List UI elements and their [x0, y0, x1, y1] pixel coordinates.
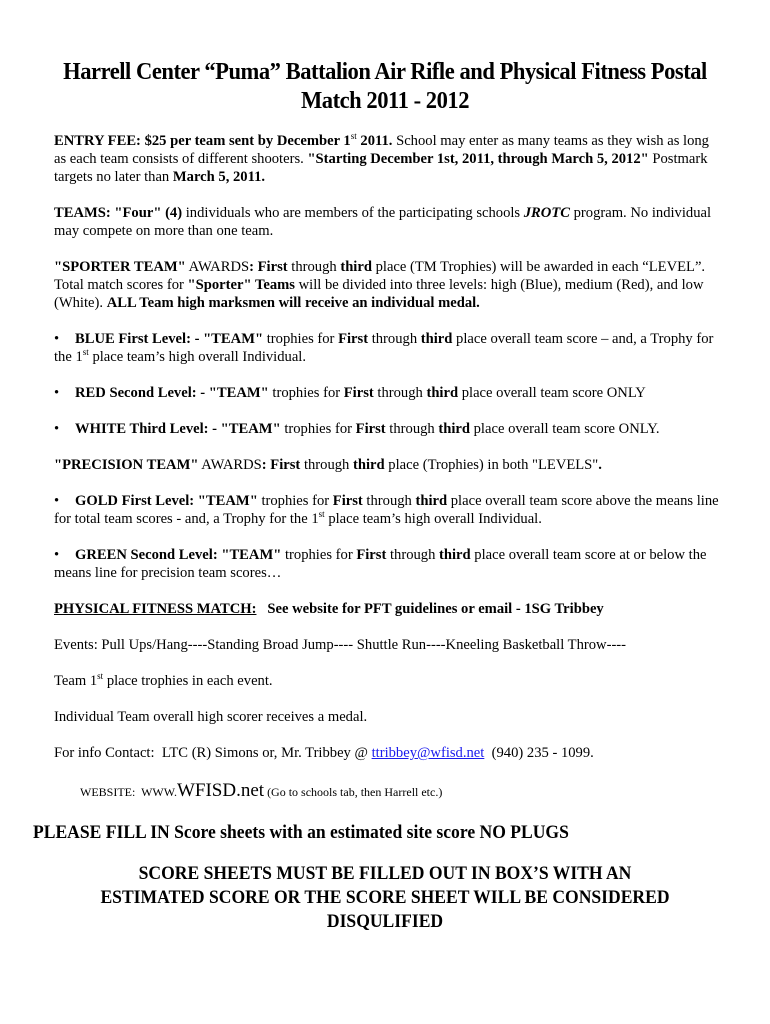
level-text-2: place overall team score above the means line for total team scores - and, a Trophy for the 1	[54, 493, 719, 527]
sporter-levels-text: will be divided into three levels: high (Blue), medium (Red), and low (White).	[54, 276, 704, 311]
precision-label: "PRECISION TEAM"	[54, 457, 199, 473]
level-third: third	[415, 493, 448, 509]
precision-third: third	[353, 457, 385, 473]
level-through: through	[385, 421, 439, 437]
contact-phone: (940) 235 - 1099.	[484, 745, 594, 761]
precision-colon: :	[261, 457, 267, 473]
level-text-3: place team’s high overall Individual.	[324, 510, 542, 527]
level-through: through	[373, 385, 427, 401]
website-note: (Go to schools tab, then Harrell etc.)	[264, 785, 443, 799]
bullet-icon: •	[54, 421, 60, 437]
entry-fee-label: ENTRY FEE: $25 per team sent by December 1	[54, 133, 351, 149]
teams-text-2: program. No individual may compete on more than one team.	[54, 205, 712, 239]
team-trophies-text: Team 1	[54, 673, 98, 689]
entry-fee-year: 2011.	[356, 133, 393, 149]
bullet-icon: •	[54, 493, 60, 509]
document-title	[23, 58, 747, 116]
level-third: third	[439, 547, 471, 563]
teams-paragraph	[54, 205, 724, 241]
level-third: third	[438, 421, 470, 437]
sporter-colon: :	[249, 259, 254, 275]
ordinal-suffix: st	[82, 346, 89, 357]
sporter-level-blue	[54, 331, 724, 367]
level-text: trophies for	[268, 385, 344, 401]
website-label: WEBSITE: WWW.	[80, 785, 177, 799]
level-text-3: place team’s high overall Individual.	[88, 348, 307, 365]
sporter-medal-text: ALL Team high marksmen will receive an individual medal.	[106, 294, 480, 311]
level-third: third	[426, 385, 459, 401]
sporter-teams-bold: "Sporter" Teams	[187, 276, 295, 293]
ordinal-suffix: st	[350, 131, 357, 141]
pft-heading: PHYSICAL FITNESS MATCH:	[54, 601, 257, 617]
level-text-2: place overall team score at or below the means line for precision team scores…	[54, 547, 707, 581]
level-first: First	[355, 421, 386, 437]
pft-subheading: See website for PFT guidelines or email - 1SG Tribbey	[256, 601, 604, 617]
level-label: RED Second Level: - "TEAM"	[75, 385, 269, 401]
level-through: through	[368, 331, 421, 347]
level-through: through	[386, 547, 440, 563]
level-first: First	[332, 493, 363, 509]
sporter-label: "SPORTER TEAM"	[54, 259, 186, 275]
team-trophies-text-2: place trophies in each event.	[103, 673, 273, 689]
sporter-level-white	[54, 421, 724, 439]
title-line-2: Match 2011 - 2012	[300, 88, 470, 114]
sporter-team-paragraph	[54, 259, 724, 312]
title-line-1: Harrell Center “Puma” Battalion Air Rifle and Physical Fitness Postal	[63, 59, 707, 85]
teams-text: individuals who are members of the participating schools	[182, 205, 524, 221]
sporter-awards: AWARDS	[185, 259, 250, 275]
ordinal-suffix: st	[97, 671, 104, 681]
pft-heading-line	[54, 601, 724, 619]
precision-first: First	[266, 457, 301, 473]
website-line	[80, 782, 750, 802]
precision-period: .	[598, 457, 602, 473]
bullet-icon: •	[54, 331, 60, 347]
contact-line	[54, 745, 724, 763]
level-label: BLUE First Level: - "TEAM"	[75, 331, 264, 347]
level-label: WHITE Third Level: - "TEAM"	[75, 421, 281, 437]
jrotc-text: JROTC	[523, 205, 570, 221]
level-first: First	[356, 547, 387, 563]
level-text: trophies for	[281, 547, 357, 563]
entry-fee-text: School may enter as many teams as they wish as long as each team consists of different shooters.	[54, 133, 709, 167]
bullet-icon: •	[54, 547, 60, 563]
entry-fee-paragraph	[54, 133, 724, 186]
precision-text: place (Trophies) in both "LEVELS"	[384, 457, 599, 473]
website-domain: WFISD.net	[176, 780, 265, 801]
email-link[interactable]: ttribbey@wfisd.net	[371, 745, 485, 761]
precision-level-gold	[54, 493, 724, 529]
sporter-third: third	[340, 259, 372, 275]
level-label: GREEN Second Level: "TEAM"	[75, 547, 282, 563]
ordinal-suffix: st	[318, 508, 325, 519]
warning-line-2: ESTIMATED SCORE OR THE SCORE SHEET WILL BE CONSIDERED	[100, 888, 670, 908]
bullet-icon: •	[54, 385, 60, 401]
level-first: First	[343, 385, 374, 401]
sporter-through: through	[287, 259, 341, 275]
events-line: Events: Pull Ups/Hang----Standing Broad Jump---- Shuttle Run----Kneeling Basketball Throw----	[54, 637, 627, 653]
entry-fee-deadline: March 5, 2011.	[172, 168, 266, 185]
contact-text: For info Contact: LTC (R) Simons or, Mr. Tribbey @	[54, 745, 372, 761]
precision-awards: AWARDS	[198, 457, 262, 473]
precision-through: through	[300, 457, 353, 473]
sporter-first: First	[253, 259, 288, 275]
level-text-2: place overall team score ONLY.	[469, 421, 660, 437]
precision-team-paragraph	[54, 457, 724, 475]
teams-label: TEAMS: "Four" (4)	[54, 205, 183, 221]
precision-level-green	[54, 547, 724, 583]
level-text-2: place overall team score – and, a Trophy for the 1	[54, 331, 714, 365]
sporter-text: place (TM Trophies) will be awarded in each “LEVEL”. Total match scores for	[54, 259, 706, 293]
level-label: GOLD First Level: "TEAM"	[75, 493, 258, 509]
level-text: trophies for	[257, 493, 333, 509]
entry-fee-dates: "Starting December 1st, 2011, through March 5, 2012"	[307, 150, 649, 167]
level-first: First	[338, 331, 369, 347]
level-text: trophies for	[280, 421, 356, 437]
individual-medal-line: Individual Team overall high scorer receives a medal.	[54, 709, 368, 725]
warning-line-1: SCORE SHEETS MUST BE FILLED OUT IN BOX’S WITH AN	[138, 864, 632, 884]
level-through: through	[362, 493, 416, 509]
sporter-level-red	[54, 385, 724, 403]
level-third: third	[420, 331, 453, 347]
level-text-2: place overall team score ONLY	[458, 385, 646, 401]
team-trophies-line	[54, 673, 724, 691]
warning-line-3: DISQULIFIED	[326, 912, 444, 932]
entry-fee-postmark-text: Postmark targets no later than	[54, 150, 708, 185]
disqualification-warning	[19, 862, 751, 934]
level-text: trophies for	[263, 331, 339, 347]
fill-in-notice: PLEASE FILL IN Score sheets with an estimated site score NO PLUGS	[33, 823, 569, 843]
